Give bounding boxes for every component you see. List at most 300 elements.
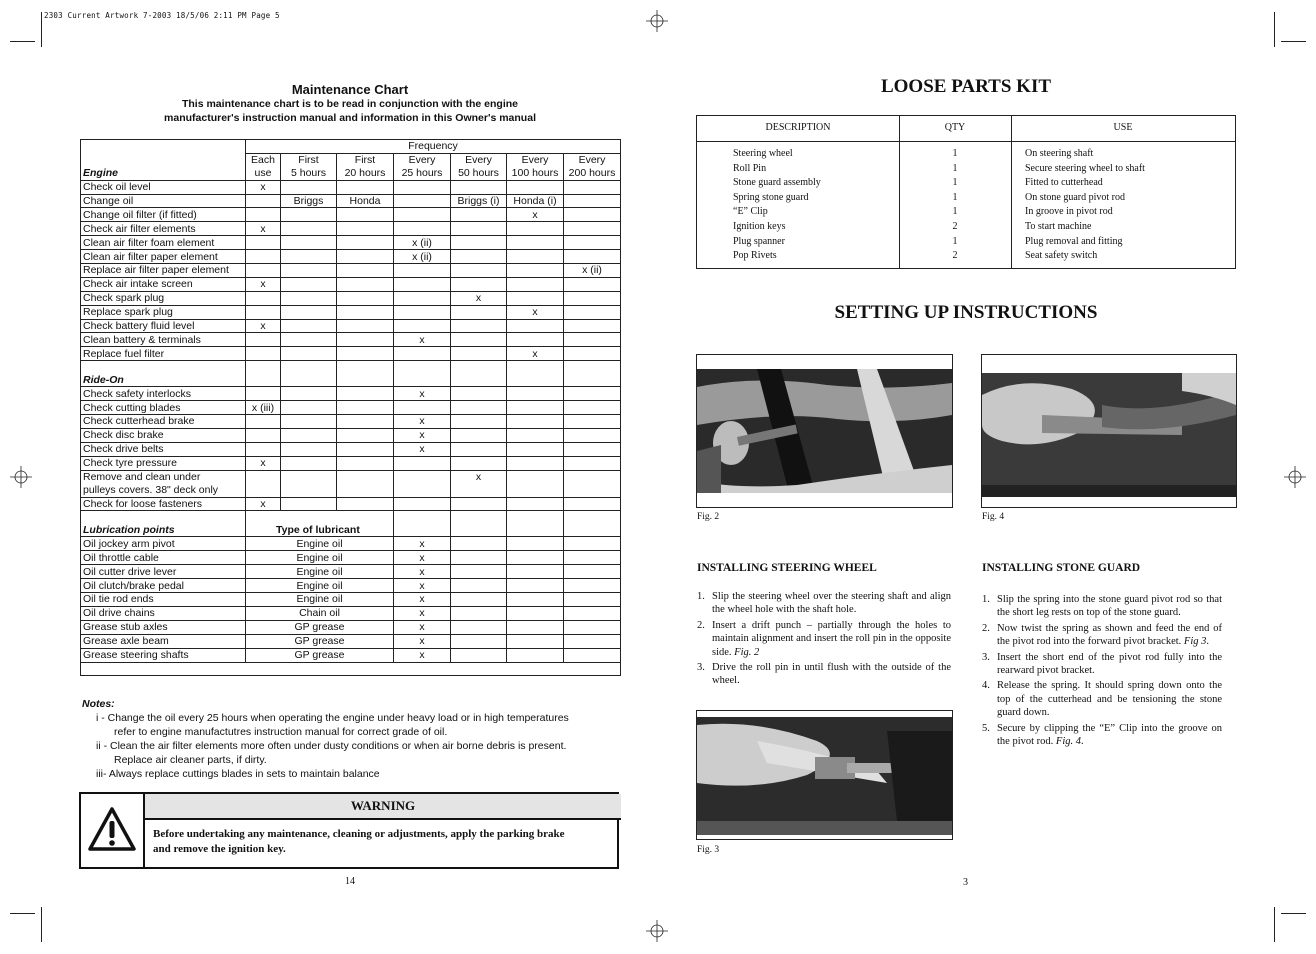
frequency-cell xyxy=(246,291,281,305)
frequency-cell xyxy=(507,401,564,415)
part-qty: 1 xyxy=(952,148,958,159)
frequency-cell xyxy=(451,208,507,222)
step-text: Insert the short end of the pivot rod fully into the rearward pivot bracket. xyxy=(997,651,1222,677)
task-cell: Check tyre pressure xyxy=(81,456,246,470)
frequency-cell xyxy=(337,333,394,347)
frequency-cell xyxy=(281,180,337,194)
part-use: Plug removal and fitting xyxy=(1025,235,1123,247)
frequency-cell xyxy=(507,291,564,305)
frequency-column-header: Each xyxy=(246,153,281,166)
frequency-cell xyxy=(564,428,621,442)
blank-row xyxy=(81,662,621,676)
frequency-cell xyxy=(281,236,337,250)
table-row xyxy=(81,620,621,634)
loose-parts-table xyxy=(696,115,1236,269)
frequency-cell: Briggs xyxy=(281,194,337,208)
frequency-cell xyxy=(451,593,507,607)
figure-2-caption: Fig. 2 xyxy=(697,512,720,522)
rideon-section-label: Ride-On xyxy=(81,361,246,387)
part-qty: 1 xyxy=(952,191,958,203)
task-cell: Check air filter elements xyxy=(81,222,246,236)
warning-icon-cell xyxy=(81,794,145,867)
frequency-cell: x xyxy=(246,319,281,333)
column-header-qty: QTY xyxy=(944,122,966,133)
frequency-cell xyxy=(281,387,337,401)
part-description: Ignition keys xyxy=(733,220,786,232)
table-row xyxy=(81,277,621,291)
task-cell: Check spark plug xyxy=(81,291,246,305)
frequency-cell xyxy=(507,606,564,620)
frequency-cell xyxy=(281,291,337,305)
figure-3-photo xyxy=(696,710,953,840)
warning-text xyxy=(153,827,621,857)
frequency-cell xyxy=(337,319,394,333)
task-cell: Check drive belts xyxy=(81,442,246,456)
frequency-cell xyxy=(564,565,621,579)
page-number: 14 xyxy=(345,876,355,887)
frequency-cell: x xyxy=(246,456,281,470)
frequency-cell xyxy=(281,333,337,347)
step-number: 2. xyxy=(697,619,705,631)
frequency-cell xyxy=(451,415,507,429)
part-qty: 2 xyxy=(952,220,958,232)
description-column xyxy=(733,147,898,264)
table-row xyxy=(81,347,621,361)
frequency-cell: x xyxy=(451,291,507,305)
frequency-column-header: First xyxy=(337,153,394,166)
frequency-cell: x xyxy=(394,579,451,593)
frequency-cell: x (ii) xyxy=(394,250,451,264)
table-row xyxy=(81,291,621,305)
frequency-cell xyxy=(337,291,394,305)
frequency-cell xyxy=(246,333,281,347)
frequency-cell xyxy=(507,551,564,565)
empty-cell xyxy=(246,361,281,387)
frequency-cell xyxy=(281,428,337,442)
frequency-cell xyxy=(451,565,507,579)
step-item: 2. Now twist the spring as shown and feed the end of the pivot rod into the forward pivot bracket. Fig 3. xyxy=(982,622,1222,648)
frequency-cell xyxy=(564,620,621,634)
frequency-cell xyxy=(507,222,564,236)
frequency-cell xyxy=(451,579,507,593)
part-use: Seat safety switch xyxy=(1025,250,1098,262)
step-item xyxy=(697,619,951,659)
step-number: 1. xyxy=(697,591,705,602)
frequency-cell xyxy=(507,593,564,607)
task-cell: Check battery fluid level xyxy=(81,319,246,333)
frequency-cell xyxy=(281,208,337,222)
frequency-cell xyxy=(281,319,337,333)
lubricant-type-cell: Engine oil xyxy=(246,551,394,565)
frequency-cell xyxy=(564,319,621,333)
frequency-cell xyxy=(507,428,564,442)
section-row xyxy=(81,361,621,387)
table-row xyxy=(81,497,621,511)
part-qty: 1 xyxy=(952,162,958,174)
frequency-cell: x xyxy=(394,620,451,634)
qty-column xyxy=(899,147,1011,264)
warning-triangle-icon xyxy=(87,806,137,852)
part-description: Plug spanner xyxy=(733,235,785,247)
task-cell: Clean air filter paper element xyxy=(81,250,246,264)
frequency-cell xyxy=(564,551,621,565)
empty-cell xyxy=(507,511,564,537)
frequency-cell xyxy=(507,620,564,634)
task-cell: Oil clutch/brake pedal xyxy=(81,579,246,593)
task-cell: Change oil xyxy=(81,194,246,208)
step-item xyxy=(697,590,951,617)
frequency-cell xyxy=(281,442,337,456)
frequency-cell xyxy=(564,347,621,361)
frequency-cell xyxy=(451,277,507,291)
use-column xyxy=(1025,147,1230,264)
step-number: 3. xyxy=(982,651,990,663)
table-row xyxy=(81,264,621,278)
frequency-cell xyxy=(337,401,394,415)
figure-reference: Fig 3 xyxy=(1183,636,1207,648)
empty-cell xyxy=(451,511,507,537)
step-number: 1. xyxy=(982,594,990,605)
empty-cell xyxy=(564,361,621,387)
task-cell: Check for loose fasteners xyxy=(81,497,246,511)
part-qty: 1 xyxy=(952,177,958,189)
frequency-cell: x xyxy=(246,222,281,236)
frequency-cell: Honda (i) xyxy=(507,194,564,208)
frequency-cell xyxy=(337,236,394,250)
table-row xyxy=(81,319,621,333)
frequency-cell xyxy=(246,442,281,456)
table-row xyxy=(81,456,621,470)
registration-mark-icon xyxy=(1284,466,1306,488)
task-cell: Check disc brake xyxy=(81,428,246,442)
frequency-cell xyxy=(564,194,621,208)
figure-2-photo xyxy=(696,354,953,508)
table-row xyxy=(81,634,621,648)
lubricant-type-cell: Engine oil xyxy=(246,593,394,607)
frequency-cell: x (ii) xyxy=(394,236,451,250)
steering-steps xyxy=(697,590,951,690)
frequency-cell xyxy=(337,456,394,470)
installing-stone-guard-heading: INSTALLING STONE GUARD xyxy=(982,562,1141,574)
frequency-cell xyxy=(564,333,621,347)
frequency-cell xyxy=(246,415,281,429)
step-text: Insert a drift punch – partially through the holes to maintain alignment and insert the roll pin in the opposite side. xyxy=(712,619,951,658)
empty-cell xyxy=(337,361,394,387)
registration-mark-icon xyxy=(10,466,32,488)
lubrication-section-label: Lubrication points xyxy=(81,511,246,537)
part-description: Pop Rivets xyxy=(733,250,777,262)
frequency-column-header: Every xyxy=(451,153,507,166)
frequency-cell xyxy=(337,470,394,497)
frequency-cell xyxy=(451,401,507,415)
frequency-cell: x xyxy=(394,593,451,607)
frequency-cell xyxy=(451,551,507,565)
frequency-cell xyxy=(507,442,564,456)
notes xyxy=(82,697,622,781)
task-line: Remove and clean under xyxy=(83,470,201,483)
part-use: Secure steering wheel to shaft xyxy=(1025,162,1145,174)
part-description: “E” Clip xyxy=(733,206,768,218)
frequency-cell xyxy=(564,277,621,291)
frequency-cell xyxy=(564,537,621,551)
task-cell xyxy=(81,470,246,497)
frequency-column-header: Every xyxy=(394,153,451,166)
task-cell: Oil drive chains xyxy=(81,606,246,620)
frequency-column-header: Every xyxy=(564,153,621,166)
frequency-cell xyxy=(394,264,451,278)
stone-guard-steps xyxy=(982,593,1222,750)
frequency-cell xyxy=(246,250,281,264)
lubricant-type-cell: Engine oil xyxy=(246,579,394,593)
frequency-cell xyxy=(451,319,507,333)
frequency-cell xyxy=(246,194,281,208)
warning-text-line: and remove the ignition key. xyxy=(153,843,286,855)
frequency-cell: x xyxy=(394,634,451,648)
frequency-cell xyxy=(451,606,507,620)
frequency-cell xyxy=(246,387,281,401)
task-cell: Clean air filter foam element xyxy=(81,236,246,250)
table-row xyxy=(81,537,621,551)
maintenance-chart-subtitle: manufacturer's instruction manual and information in this Owner's manual xyxy=(164,112,536,124)
frequency-cell: x xyxy=(507,208,564,222)
table-row xyxy=(81,250,621,264)
frequency-cell xyxy=(451,648,507,662)
frequency-cell xyxy=(281,264,337,278)
frequency-cell xyxy=(281,222,337,236)
notes-title: Notes: xyxy=(82,698,115,710)
registration-mark-icon xyxy=(646,920,668,942)
frequency-cell xyxy=(564,470,621,497)
frequency-cell xyxy=(281,401,337,415)
part-use: To start machine xyxy=(1025,220,1092,232)
part-description: Stone guard assembly xyxy=(733,177,821,189)
frequency-cell xyxy=(507,579,564,593)
table-row xyxy=(81,194,621,208)
table-row xyxy=(81,401,621,415)
table-row xyxy=(81,236,621,250)
frequency-cell xyxy=(507,415,564,429)
frequency-cell xyxy=(281,497,337,511)
frequency-cell xyxy=(507,634,564,648)
step-item xyxy=(982,593,1222,620)
frequency-cell xyxy=(451,222,507,236)
frequency-cell xyxy=(564,387,621,401)
frequency-column-header: First xyxy=(281,153,337,166)
frequency-cell xyxy=(451,456,507,470)
table-row xyxy=(81,648,621,662)
frequency-cell: x xyxy=(394,387,451,401)
task-cell: Check air intake screen xyxy=(81,277,246,291)
maintenance-chart-table xyxy=(80,139,621,676)
part-description: Roll Pin xyxy=(733,162,767,174)
table-row xyxy=(81,470,621,497)
frequency-cell: x (iii) xyxy=(246,401,281,415)
frequency-cell xyxy=(394,456,451,470)
note-item: i - Change the oil every 25 hours when operating the engine under heavy load or in high temperatures xyxy=(96,712,569,724)
empty-cell xyxy=(81,662,621,676)
warning-heading: WARNING xyxy=(145,794,621,820)
maintenance-chart-title: Maintenance Chart xyxy=(291,82,409,97)
loose-parts-kit-title: LOOSE PARTS KIT xyxy=(880,76,1052,97)
figure-4-caption: Fig. 4 xyxy=(982,512,1005,522)
table-row xyxy=(81,305,621,319)
step-text: Drive the roll pin in until flush with the outside of the wheel. xyxy=(712,662,951,687)
frequency-cell xyxy=(451,428,507,442)
frequency-cell xyxy=(246,264,281,278)
frequency-cell xyxy=(337,428,394,442)
figure-3-caption: Fig. 3 xyxy=(697,845,720,855)
frequency-cell xyxy=(451,180,507,194)
step-item xyxy=(697,661,951,688)
figure-4-photo xyxy=(981,354,1237,508)
lubricant-type-label: Type of lubricant xyxy=(246,511,394,537)
frequency-header: Frequency xyxy=(246,140,621,154)
table-row xyxy=(81,428,621,442)
installing-steering-wheel-heading: INSTALLING STEERING WHEEL xyxy=(697,562,877,574)
frequency-cell xyxy=(507,537,564,551)
frequency-cell xyxy=(394,401,451,415)
frequency-column-header: 20 hours xyxy=(337,167,394,180)
frequency-cell: Briggs (i) xyxy=(451,194,507,208)
frequency-cell: x xyxy=(451,470,507,497)
warning-text-line: Before undertaking any maintenance, cleaning or adjustments, apply the parking brake xyxy=(153,828,565,840)
frequency-cell xyxy=(394,208,451,222)
frequency-cell xyxy=(337,347,394,361)
task-cell: Clean battery & terminals xyxy=(81,333,246,347)
task-cell: Replace fuel filter xyxy=(81,347,246,361)
lubricant-type-cell: GP grease xyxy=(246,620,394,634)
step-item: 5. Secure by clipping the “E” Clip into the groove on the pivot rod. Fig. 4. xyxy=(982,722,1222,748)
frequency-cell xyxy=(337,442,394,456)
frequency-cell xyxy=(564,634,621,648)
frequency-cell xyxy=(564,648,621,662)
frequency-cell: x xyxy=(507,347,564,361)
frequency-cell xyxy=(507,497,564,511)
frequency-cell xyxy=(246,208,281,222)
frequency-cell xyxy=(564,208,621,222)
frequency-cell xyxy=(564,606,621,620)
frequency-cell xyxy=(507,648,564,662)
table-row xyxy=(81,565,621,579)
frequency-cell xyxy=(507,264,564,278)
task-cell: Replace air filter paper element xyxy=(81,264,246,278)
step-text: Release the spring. It should spring down onto the top of the cutterhead and be tensioning the stone guard down. xyxy=(997,680,1222,719)
frequency-cell xyxy=(564,401,621,415)
frequency-cell xyxy=(394,347,451,361)
frequency-cell xyxy=(564,579,621,593)
frequency-cell xyxy=(451,497,507,511)
frequency-cell: x xyxy=(394,537,451,551)
task-cell: Replace spark plug xyxy=(81,305,246,319)
frequency-cell xyxy=(451,236,507,250)
maintenance-chart-subtitle: This maintenance chart is to be read in conjunction with the engine xyxy=(181,98,519,110)
part-description: Spring stone guard xyxy=(733,191,809,203)
frequency-cell xyxy=(564,442,621,456)
frequency-cell xyxy=(451,537,507,551)
frequency-cell xyxy=(281,415,337,429)
task-cell: Oil jockey arm pivot xyxy=(81,537,246,551)
table-row xyxy=(81,333,621,347)
frequency-cell: x xyxy=(394,333,451,347)
figure-reference: Fig. 4 xyxy=(1055,736,1082,748)
frequency-cell: x xyxy=(394,551,451,565)
frequency-cell xyxy=(394,291,451,305)
frequency-cell xyxy=(394,305,451,319)
frequency-cell xyxy=(451,333,507,347)
frequency-cell: x xyxy=(246,277,281,291)
task-cell: Oil cutter drive lever xyxy=(81,565,246,579)
empty-cell xyxy=(564,511,621,537)
frequency-cell xyxy=(281,277,337,291)
part-use: On stone guard pivot rod xyxy=(1025,191,1125,203)
figure-reference: Fig. 2 xyxy=(734,646,760,658)
frequency-cell xyxy=(394,222,451,236)
lubricant-type-cell: Chain oil xyxy=(246,606,394,620)
print-header: 2303 Current Artwork 7-2003 18/5/06 2:11 PM Page 5 xyxy=(44,11,280,20)
engine-section-label: Engine xyxy=(81,167,246,180)
frequency-column-header: 5 hours xyxy=(281,167,337,180)
frequency-cell xyxy=(507,387,564,401)
task-cell: Check cutterhead brake xyxy=(81,415,246,429)
frequency-cell xyxy=(394,497,451,511)
frequency-cell xyxy=(507,319,564,333)
empty-cell xyxy=(507,361,564,387)
frequency-cell xyxy=(564,291,621,305)
setting-up-instructions-title: SETTING UP INSTRUCTIONS xyxy=(834,302,1098,323)
empty-cell xyxy=(394,361,451,387)
frequency-cell xyxy=(281,456,337,470)
frequency-cell xyxy=(337,264,394,278)
frequency-cell xyxy=(246,305,281,319)
frequency-cell xyxy=(337,497,394,511)
frequency-cell xyxy=(451,442,507,456)
frequency-cell xyxy=(564,236,621,250)
frequency-cell xyxy=(507,236,564,250)
task-cell: Grease steering shafts xyxy=(81,648,246,662)
part-use: On steering shaft xyxy=(1025,148,1094,159)
frequency-cell xyxy=(564,415,621,429)
table-row xyxy=(81,606,621,620)
step-text: Now twist the spring as shown and feed the end of the pivot rod into the forward pivot bracket. xyxy=(997,622,1222,648)
task-cell: Oil tie rod ends xyxy=(81,593,246,607)
frequency-cell: x xyxy=(394,648,451,662)
column-header-use: USE xyxy=(1113,122,1133,133)
frequency-column-header: use xyxy=(246,167,281,180)
frequency-cell xyxy=(337,277,394,291)
frequency-cell: x xyxy=(246,497,281,511)
note-item: ii - Clean the air filter elements more often under dusty conditions or when air borne debris is present. xyxy=(96,740,567,752)
frequency-cell xyxy=(281,470,337,497)
frequency-cell xyxy=(564,593,621,607)
step-text: Secure by clipping the “E” Clip into the groove on the pivot rod. xyxy=(997,722,1222,748)
frequency-column-header: 50 hours xyxy=(451,167,507,180)
frequency-cell: x xyxy=(394,428,451,442)
frequency-cell xyxy=(564,180,621,194)
frequency-cell xyxy=(246,347,281,361)
task-cell: Check cutting blades xyxy=(81,401,246,415)
lubricant-type-cell: GP grease xyxy=(246,648,394,662)
step-number: 4. xyxy=(982,680,990,692)
part-description: Steering wheel xyxy=(733,148,793,159)
frequency-cell xyxy=(507,250,564,264)
frequency-cell xyxy=(451,387,507,401)
frequency-cell xyxy=(564,456,621,470)
frequency-cell xyxy=(451,264,507,278)
frequency-cell xyxy=(451,250,507,264)
part-use: Fitted to cutterhead xyxy=(1025,177,1103,189)
task-line: pulleys covers. 38" deck only xyxy=(83,483,219,496)
lubricant-type-cell: Engine oil xyxy=(246,537,394,551)
